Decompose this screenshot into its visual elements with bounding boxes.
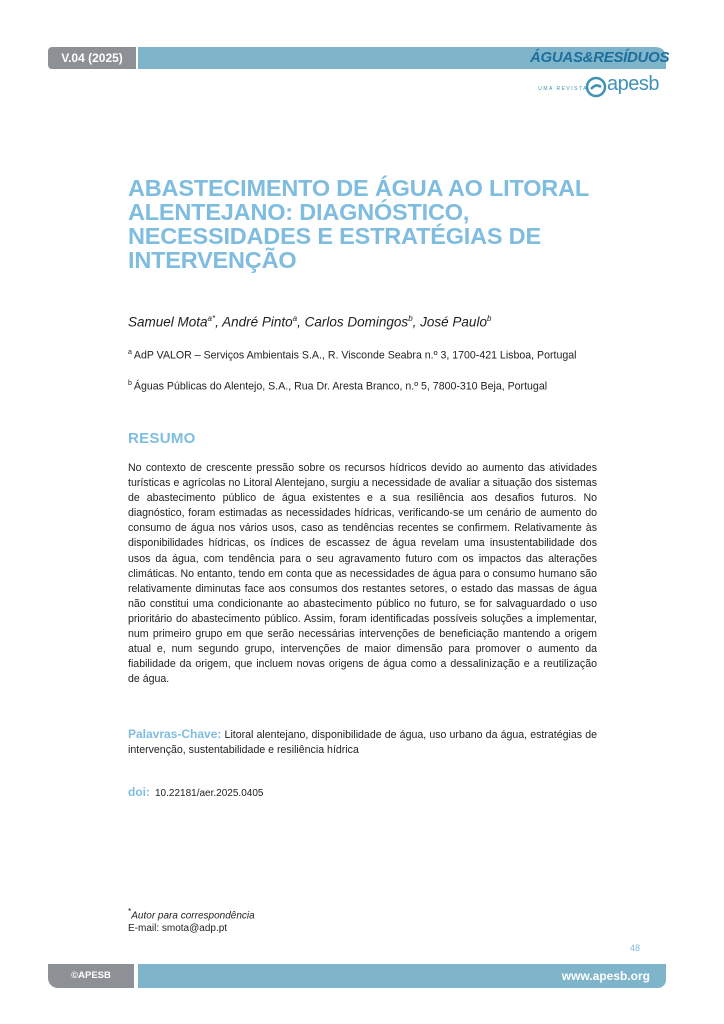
author-list	[128, 314, 598, 330]
author-separator: ,	[215, 314, 223, 330]
doi-label: doi:	[128, 785, 150, 799]
correspondence-email[interactable]: E-mail: smota@adp.pt	[128, 923, 228, 935]
publisher-logo-text: apesb	[607, 73, 659, 95]
author-affiliation-mark: b	[486, 314, 492, 323]
affiliation-b	[128, 377, 597, 394]
footer-website-link[interactable]: www.apesb.org	[561, 969, 650, 983]
author-affiliation-mark: a	[292, 314, 298, 323]
doi	[128, 785, 263, 799]
affiliation-text: AdP VALOR – Serviços Ambientais S.A., R. Visconde Seabra n.º 3, 1700-421 Lisboa, Portugal	[133, 349, 577, 362]
keywords	[128, 727, 597, 758]
abstract-text: No contexto de crescente pressão sobre os recursos hídricos devido ao aumento das atividades turísticas e agrícolas no Litoral Alentejano, surgiu a necessidade de avaliar a situação dos sistemas de abastecimento público de água existentes e a sua resiliência aos desafios futuros. No diagnóstico, foram estimadas as necessidades hídricas, verificando-se um cenário de aumento do consumo de água nos vários usos, caso as tendências recentes se confirmem. Relativamente às disponibilidades hídricas, os índices de escassez de água revelam uma insustentabilidade dos usos da água, com tendência para o seu agravamento futuro com os impactos das alterações climáticas. No entanto, tendo em conta que as necessidades de água para o consumo humano são relativamente diminutas face aos consumos dos restantes setores, o estado das massas de água não constitui uma condicionante ao abastecimento público no futuro, se for salvaguardado o uso prioritário do abastecimento público. Assim, foram identificadas possíveis soluções a implementar, num primeiro grupo em que serão necessárias intervenções de beneficiação mantendo a origem atual e, num segundo grupo, intervenções de maior dimensão para promover o aumento da fiabilidade da origem, que incluem novas origens de água como a dessalinização e a reutilização de água.	[128, 462, 597, 686]
author-affiliation-mark: b	[408, 314, 413, 323]
author-name: Samuel Mota	[128, 314, 208, 330]
keywords-text: Litoral alentejano, disponibilidade de água, uso urbano da água, estratégias de intervenção, sustentabilidade e resiliência hídrica	[128, 729, 597, 756]
author-affiliation-mark: a*	[207, 314, 216, 323]
abstract-heading: RESUMO	[128, 430, 196, 447]
correspondence-footnote	[128, 905, 255, 935]
journal-subtitle: UMA REVISTA	[538, 86, 588, 92]
apesb-logo-icon	[585, 76, 607, 98]
correspondence-label: Autor para correspondência	[131, 910, 255, 922]
footnote-marker: *	[128, 906, 132, 916]
author-name: Carlos Domingos	[304, 314, 409, 330]
author-name: André Pinto	[222, 314, 293, 330]
article-title: ABASTECIMENTO DE ÁGUA AO LITORAL ALENTEJANO: DIAGNÓSTICO, NECESSIDADES E ESTRATÉGIAS DE INTERVENÇÃO	[128, 175, 589, 273]
journal-name: ÁGUAS&RESÍDUOS	[530, 49, 670, 66]
doi-link[interactable]: 10.22181/aer.2025.0405	[155, 788, 264, 799]
volume-label: V.04 (2025)	[61, 51, 123, 65]
affiliation-mark: b	[128, 380, 132, 387]
keywords-label: Palavras-Chave:	[128, 727, 222, 741]
author-separator: ,	[297, 314, 305, 330]
page-number: 48	[630, 943, 641, 953]
affiliation-mark: a	[128, 349, 132, 356]
affiliation-text: Águas Públicas do Alentejo, S.A., Rua Dr. Aresta Branco, n.º 5, 7800-310 Beja, Portugal	[133, 380, 548, 393]
affiliation-a	[128, 346, 597, 363]
author-name: José Paulo	[420, 314, 487, 330]
footer-copyright: ©APESB	[71, 970, 111, 981]
author-separator: ,	[412, 314, 421, 330]
